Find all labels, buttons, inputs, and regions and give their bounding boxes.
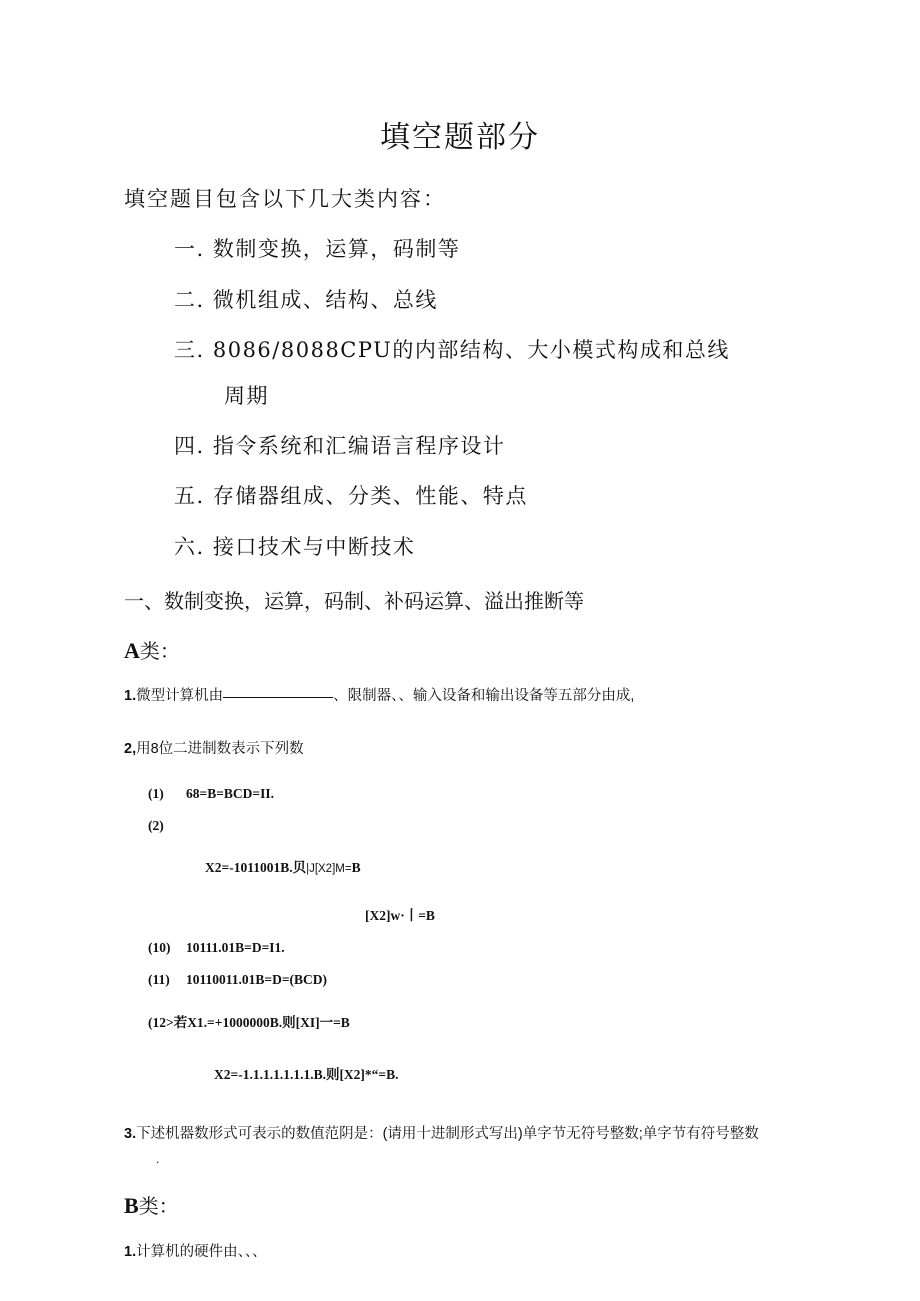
category-a-letter: A xyxy=(124,638,140,663)
x2-expression-small: |J[X2]M= xyxy=(306,863,352,875)
category-b-heading xyxy=(124,1190,179,1219)
sub-item-12: (12>若X1.=+1000000B.则[XI]一=B xyxy=(148,1015,350,1030)
question-a3-continuation: . xyxy=(156,1152,160,1166)
question-a3-text: 下述机器数形式可表示的数值范阴是：(请用十进制形式写出)单字节无符号整数;单字节有符号整数 xyxy=(136,1126,759,1142)
topic-item-1: 一. 数制变换，运算，码制等 xyxy=(174,237,461,261)
sub-item-x2-line xyxy=(205,856,361,876)
x2w-line: [X2]w·丨=B xyxy=(365,908,435,923)
question-a1-number: 1. xyxy=(124,688,137,704)
question-a2-text: 用8位二进制数表示下列数 xyxy=(136,741,304,757)
x2-expression-end: B xyxy=(351,860,361,875)
sub-item-text: 68=B=BCD=II. xyxy=(186,786,274,801)
sub-item-number: (11) xyxy=(148,972,170,987)
answer-blank xyxy=(223,697,333,698)
question-a2-number: 2, xyxy=(124,741,137,757)
intro-text: 填空题目包含以下几大类内容： xyxy=(124,187,446,211)
topic-item-3-continuation: 周期 xyxy=(224,384,269,408)
question-a2 xyxy=(124,737,304,758)
question-a3 xyxy=(124,1122,759,1143)
sub-item-number: (10) xyxy=(148,940,171,955)
sub-item-number: (1) xyxy=(148,786,164,801)
sub-item-1 xyxy=(148,786,274,802)
category-a-heading xyxy=(124,635,180,664)
sub-item-11 xyxy=(148,972,327,988)
topic-item-3: 三. 8086/8088CPU的内部结构、大小模式构成和总线 xyxy=(174,338,730,362)
sub-item-text: 10111.01B=D=I1. xyxy=(186,940,285,955)
question-a1-text-start: 微型计算机由 xyxy=(136,688,224,704)
question-b1-text: 计算机的硬件由、、、 xyxy=(136,1244,267,1260)
question-b1 xyxy=(124,1240,267,1261)
topic-item-5: 五. 存储器组成、分类、性能、特点 xyxy=(174,484,528,508)
sub-item-text: 10110011.01B=D=(BCD) xyxy=(186,972,328,987)
x2-ones-line: X2=-1.1.1.1.1.1.1.B.则[X2]*“=B. xyxy=(214,1067,399,1082)
question-a1-text-end: 、限制器、、输入设备和输出设备等五部分由成, xyxy=(333,688,635,704)
category-b-letter: B xyxy=(124,1193,139,1218)
x2-expression: X2=-1011001B.贝 xyxy=(205,860,307,875)
question-a1 xyxy=(124,684,634,705)
category-a-label: 类： xyxy=(139,641,180,663)
question-a3-number: 3. xyxy=(124,1126,137,1142)
topic-item-4: 四. 指令系统和汇编语言程序设计 xyxy=(174,434,506,458)
category-b-label: 类： xyxy=(138,1196,179,1218)
topic-item-6: 六. 接口技术与中断技术 xyxy=(174,535,416,559)
page-title: 填空题部分 xyxy=(380,120,540,155)
question-b1-number: 1. xyxy=(124,1244,137,1260)
section-heading: 一、数制变换，运算，码制、补码运算、溢出推断等 xyxy=(124,591,584,613)
sub-item-2-number: (2) xyxy=(148,818,164,833)
sub-item-10 xyxy=(148,940,285,956)
topic-item-2: 二. 微机组成、结构、总线 xyxy=(174,288,438,312)
